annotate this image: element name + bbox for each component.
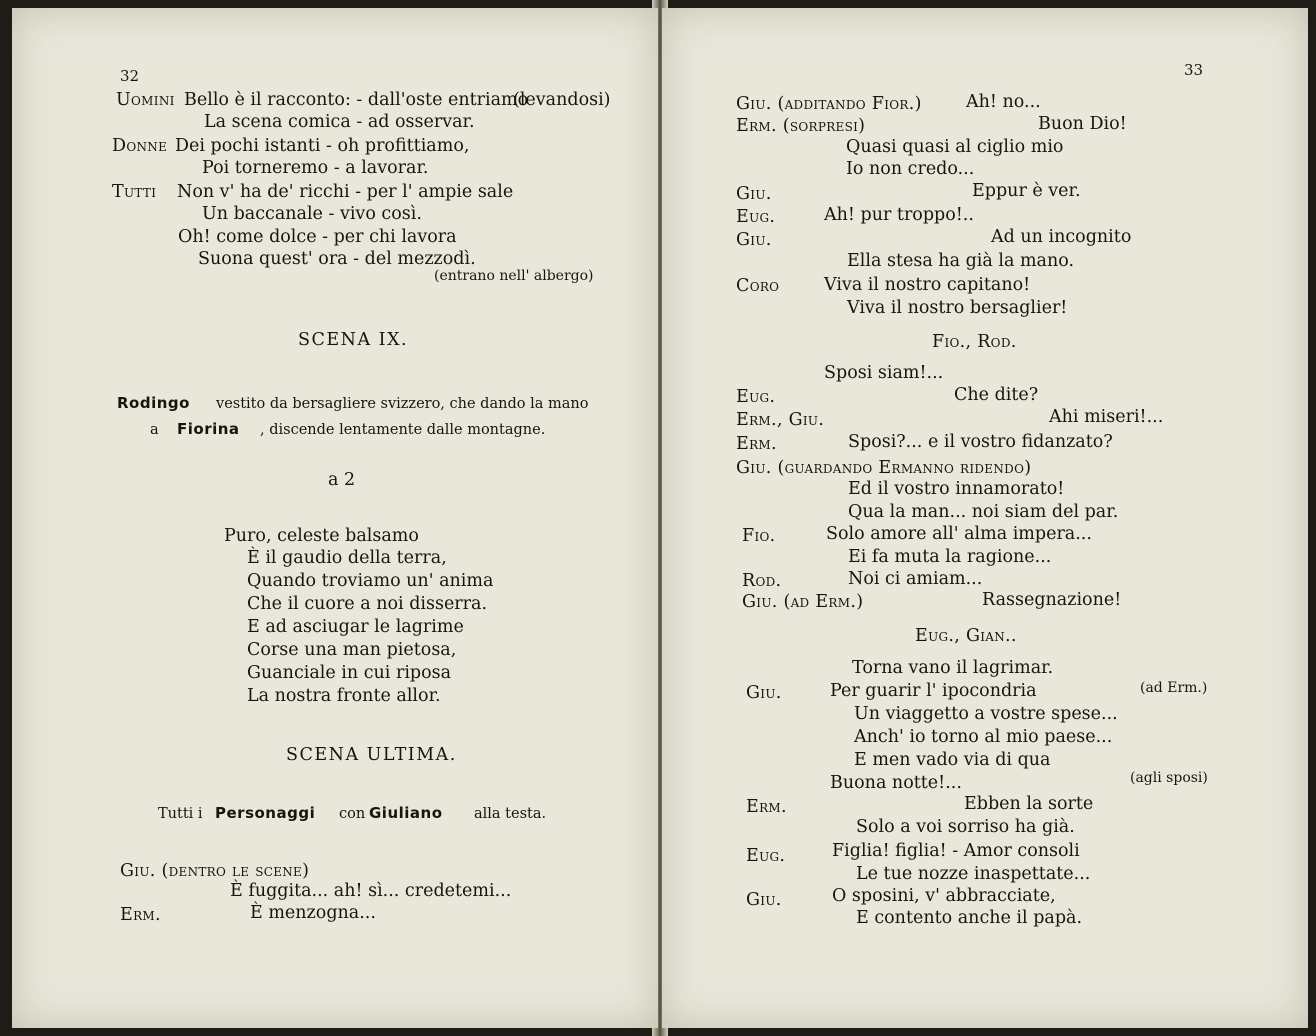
text-line: Giu. (ad Erm.) [742, 592, 864, 612]
text-line: Poi torneremo - a lavorar. [202, 158, 429, 178]
text-line: Giuliano [369, 804, 443, 822]
text-line: Tutti i [158, 806, 203, 822]
text-line: a 2 [328, 470, 356, 490]
text-line: Solo a voi sorriso ha già. [856, 817, 1075, 837]
text-line: Viva il nostro capitano! [824, 275, 1031, 295]
text-line: O sposini, v' abbracciate, [832, 886, 1056, 906]
text-line: È il gaudio della terra, [247, 548, 447, 568]
text-line: Rodingo [117, 394, 190, 412]
text-line: La nostra fronte allor. [247, 686, 441, 706]
text-line: Ebben la sorte [964, 794, 1094, 814]
text-line: Giu. (additando Fior.) [736, 94, 922, 114]
text-line: Non v' ha de' ricchi - per l' ampie sale [177, 182, 514, 202]
text-line: Oh! come dolce - per chi lavora [178, 227, 457, 247]
right-page [662, 8, 1308, 1028]
text-line: alla testa. [474, 806, 547, 822]
text-line: a [150, 422, 159, 438]
text-line: Fio., Rod. [932, 332, 1017, 352]
text-line: Noi ci amiam... [848, 569, 983, 589]
text-line: Eug. [736, 387, 776, 407]
text-line: Che dite? [954, 385, 1039, 405]
text-line: Ed il vostro innamorato! [848, 479, 1065, 499]
text-line: Torna vano il lagrimar. [852, 658, 1054, 678]
text-line: Corse una man pietosa, [247, 640, 457, 660]
text-line: Puro, celeste balsamo [224, 526, 419, 546]
text-line: Erm. [746, 797, 787, 817]
text-line: Giu. [746, 683, 782, 703]
text-line: Viva il nostro bersaglier! [847, 298, 1068, 318]
text-line: Giu. (guardando Ermanno ridendo) [736, 458, 1032, 478]
text-line: Che il cuore a noi disserra. [247, 594, 488, 614]
text-line: Personaggi [215, 804, 316, 822]
text-line: Quasi quasi al ciglio mio [846, 137, 1064, 157]
text-line: Erm. (sorpresi) [736, 116, 866, 136]
text-line: Ah! pur troppo!.. [824, 205, 974, 225]
text-line: È menzogna... [250, 903, 376, 923]
text-line: vestito da bersagliere svizzero, che dando la mano [216, 396, 589, 412]
text-line: Sposi siam!... [824, 363, 944, 383]
text-line: Giu. [746, 890, 782, 910]
text-line: Per guarir l' ipocondria [830, 681, 1037, 701]
text-line: Dei pochi istanti - oh profittiamo, [175, 136, 470, 156]
text-line: Fiorina [177, 420, 240, 438]
text-line: (ad Erm.) [1140, 680, 1208, 696]
text-line: con [339, 806, 366, 822]
text-line: Buona notte!... [830, 773, 962, 793]
text-line: Solo amore all' alma impera... [826, 524, 1092, 544]
text-line: Anch' io torno al mio paese... [854, 727, 1113, 747]
text-line: (agli sposi) [1130, 770, 1208, 786]
text-line: Ahi miseri!... [1049, 407, 1164, 427]
text-line: Giu. (dentro le scene) [120, 861, 310, 881]
text-line: Eug., Gian.. [915, 626, 1017, 646]
text-line: E contento anche il papà. [856, 908, 1083, 928]
text-line: Eug. [736, 207, 776, 227]
text-line: Erm. [736, 434, 777, 454]
text-line: SCENA ULTIMA. [286, 745, 457, 765]
text-line: Figlia! figlia! - Amor consoli [832, 841, 1080, 861]
text-line: Qua la man... noi siam del par. [848, 502, 1119, 522]
text-line: Uomini [116, 90, 175, 110]
left-page [12, 8, 658, 1028]
text-line: Quando troviamo un' anima [247, 571, 494, 591]
text-line: Sposi?... e il vostro fidanzato? [848, 432, 1113, 452]
text-line: Tutti [112, 182, 157, 202]
page-number: 32 [120, 67, 140, 85]
text-line: Erm. [120, 905, 161, 925]
text-line: Suona quest' ora - del mezzodì. [198, 249, 476, 269]
text-line: Bello è il racconto: - dall'oste entriamo [184, 90, 529, 110]
text-line: Ella stesa ha già la mano. [847, 251, 1075, 271]
text-line: Un baccanale - vivo così. [202, 204, 422, 224]
text-line: Buon Dio! [1038, 114, 1127, 134]
text-line: Giu. [736, 230, 772, 250]
text-line: SCENA IX. [298, 330, 409, 350]
text-line: Ei fa muta la ragione... [848, 547, 1052, 567]
text-line: , discende lentamente dalle montagne. [260, 422, 546, 438]
text-line: Le tue nozze inaspettate... [856, 864, 1091, 884]
text-line: Guanciale in cui riposa [247, 663, 452, 683]
text-line: Rod. [742, 571, 782, 591]
page-number: 33 [1184, 61, 1204, 79]
text-line: (levandosi) [513, 90, 611, 110]
text-line: Eppur è ver. [972, 181, 1081, 201]
text-line: Rassegnazione! [982, 590, 1122, 610]
text-line: Eug. [746, 846, 786, 866]
text-line: È fuggita... ah! sì... credetemi... [230, 881, 512, 901]
text-line: Un viaggetto a vostre spese... [854, 704, 1118, 724]
text-line: Ah! no... [966, 92, 1041, 112]
text-line: E ad asciugar le lagrime [247, 617, 464, 637]
text-line: E men vado via di qua [854, 750, 1051, 770]
text-line: Donne [112, 136, 168, 156]
text-line: (entrano nell' albergo) [434, 268, 594, 284]
text-line: La scena comica - ad osservar. [204, 112, 475, 132]
text-line: Fio. [742, 526, 776, 546]
text-line: Erm., Giu. [736, 410, 825, 430]
text-line: Coro [736, 276, 780, 296]
text-line: Ad un incognito [991, 227, 1132, 247]
text-line: Io non credo... [846, 159, 975, 179]
text-line: Giu. [736, 184, 772, 204]
